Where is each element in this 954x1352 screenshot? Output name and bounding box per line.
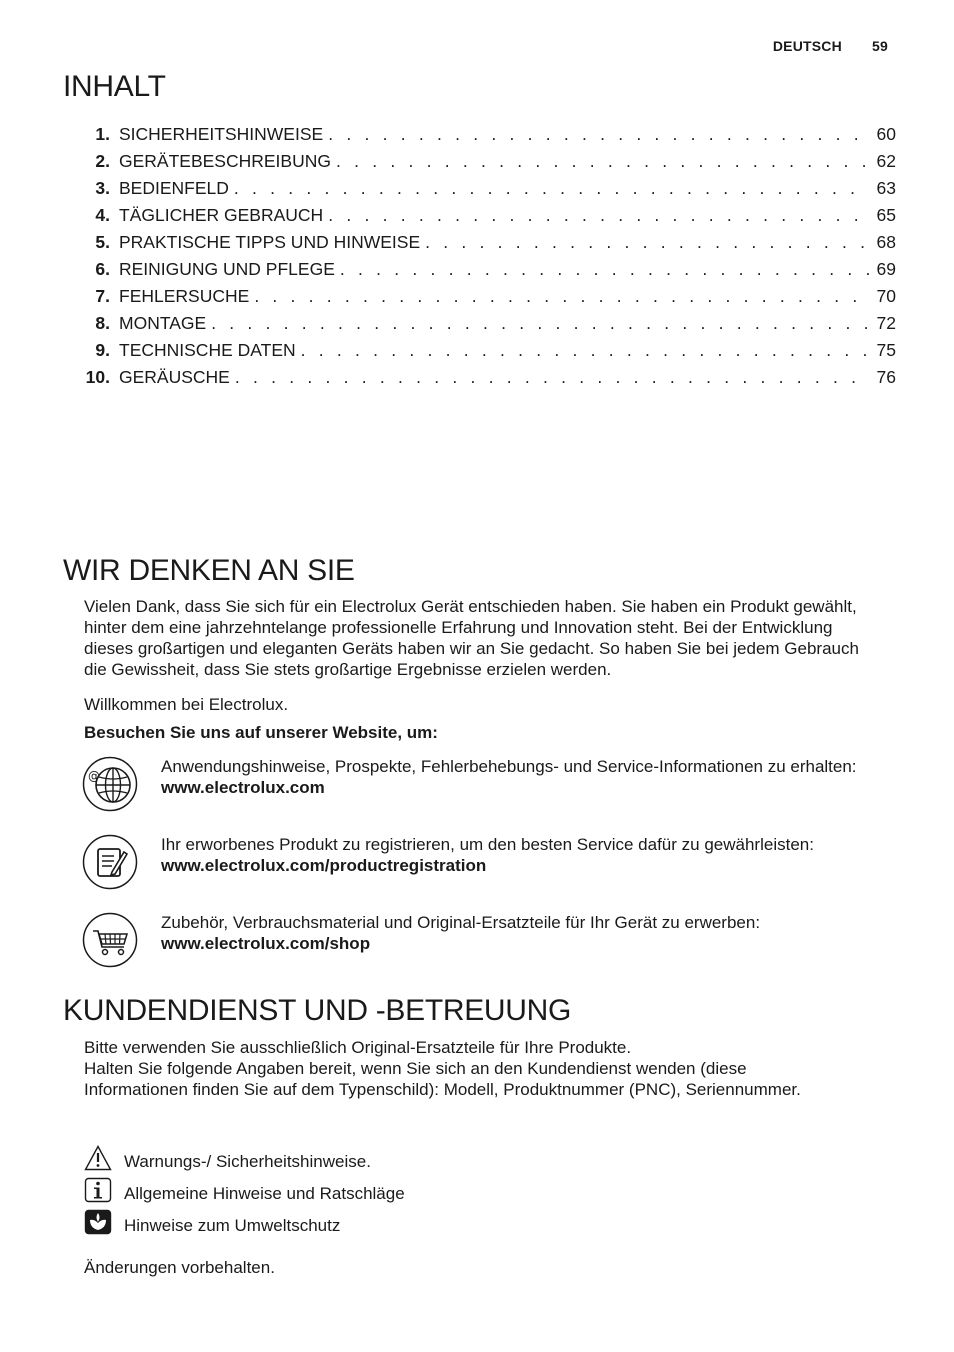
language-label: DEUTSCH [772,38,842,54]
toc-number: 2. [95,151,110,171]
shopping-cart-icon [82,912,138,968]
toc-entry[interactable] [82,232,896,259]
toc-page-number: 63 [876,178,896,198]
service-line-1: Bitte verwenden Sie ausschließlich Original-Ersatzteile für Ihre Produkte. [84,1038,632,1057]
toc-page-number: 76 [876,367,896,387]
toc-leader [340,259,869,280]
welcome-text: Willkommen bei Electrolux. [84,695,289,714]
toc-entry[interactable] [82,205,896,232]
toc-page-number: 75 [876,340,896,360]
website-link-description: Anwendungshinweise, Prospekte, Fehlerbehebungs- und Service-Informationen zu erhalten: [161,757,857,776]
toc-page-number: 60 [876,124,896,144]
website-url-link[interactable]: www.electrolux.com/productregistration [161,856,487,875]
toc-leader [254,286,868,307]
toc-entry-title: FEHLERSUCHE [119,286,250,306]
toc-entry[interactable] [82,259,896,286]
toc-number: 8. [95,313,110,333]
toc-entry[interactable] [82,367,896,394]
svg-text:@: @ [88,769,100,783]
website-url-link[interactable]: www.electrolux.com/shop [161,934,371,953]
toc-entry-title: BEDIENFELD [119,178,229,198]
toc-leader [425,232,868,253]
website-link-description: Zubehör, Verbrauchsmaterial und Original-Ersatzteile für Ihr Gerät zu erwerben: [161,913,761,932]
toc-number: 7. [95,286,110,306]
toc-entry[interactable] [82,340,896,367]
toc-page-number: 72 [876,313,896,333]
legend-label: Warnungs-/ Sicherheitshinweise. [124,1152,371,1171]
toc-page-number: 69 [876,259,896,279]
environment-icon [84,1209,112,1235]
toc-page-number: 62 [876,151,896,171]
intro-title: WIR DENKEN AN SIE [63,554,355,587]
service-title: KUNDENDIENST UND -BETREUUNG [63,994,572,1027]
table-of-contents [82,124,896,394]
toc-entry-title: GERÄUSCHE [119,367,230,387]
toc-leader [234,178,869,199]
toc-leader [211,313,868,334]
registration-icon [82,834,138,890]
toc-entry[interactable] [82,151,896,178]
legend-label: Hinweise zum Umweltschutz [124,1216,341,1235]
toc-entry-title: GERÄTEBESCHREIBUNG [119,151,331,171]
toc-leader [301,340,869,361]
intro-paragraph: Vielen Dank, dass Sie sich für ein Electrolux Gerät entschieden haben. Sie haben ein Produkt gewählt, hinter dem eine jahrzehntelange professionelle Erfahrung und Innovation steht. Bei der Entwicklung dieses großartigen und eleganten Geräts haben wir an Sie gedacht. So haben Sie bei jedem Gebrauch die Gewissheit, dass Sie stets großartige Ergebnisse erzielen werden. [84,597,859,679]
toc-entry[interactable] [82,286,896,313]
toc-entry-title: MONTAGE [119,313,207,333]
footer-note: Änderungen vorbehalten. [84,1258,275,1277]
info-icon [84,1177,112,1203]
website-url-link[interactable]: www.electrolux.com [161,778,325,797]
toc-page-number: 68 [876,232,896,252]
toc-entry[interactable] [82,124,896,151]
toc-entry-title: REINIGUNG UND PFLEGE [119,259,335,279]
toc-entry[interactable] [82,313,896,340]
toc-leader [336,151,869,172]
toc-leader [235,367,869,388]
page-number: 59 [872,38,888,54]
website-link-description: Ihr erworbenes Produkt zu registrieren, um den besten Service dafür zu gewährleisten: [161,835,814,854]
toc-entry-title: TECHNISCHE DATEN [119,340,296,360]
globe-icon [82,756,138,812]
toc-number: 3. [95,178,110,198]
toc-number: 10. [85,367,110,387]
toc-page-number: 65 [876,205,896,225]
toc-entry[interactable] [82,178,896,205]
service-line-2: Halten Sie folgende Angaben bereit, wenn Sie sich an den Kundendienst wenden (diese Informationen finden Sie auf dem Typenschild): Modell, Produktnummer (PNC), Seriennummer. [84,1059,801,1099]
toc-leader [328,205,868,226]
warning-icon [84,1145,112,1171]
toc-page-number: 70 [876,286,896,306]
toc-number: 1. [95,124,110,144]
legend-label: Allgemeine Hinweise und Ratschläge [124,1184,405,1203]
visit-heading: Besuchen Sie uns auf unserer Website, um: [84,723,438,742]
toc-number: 4. [95,205,110,225]
toc-number: 9. [95,340,110,360]
toc-leader [328,124,868,145]
page-header [773,38,888,54]
toc-number: 5. [95,232,110,252]
toc-title: INHALT [63,70,166,103]
toc-entry-title: TÄGLICHER GEBRAUCH [119,205,324,225]
toc-number: 6. [95,259,110,279]
toc-entry-title: SICHERHEITSHINWEISE [119,124,324,144]
toc-entry-title: PRAKTISCHE TIPPS UND HINWEISE [119,232,421,252]
